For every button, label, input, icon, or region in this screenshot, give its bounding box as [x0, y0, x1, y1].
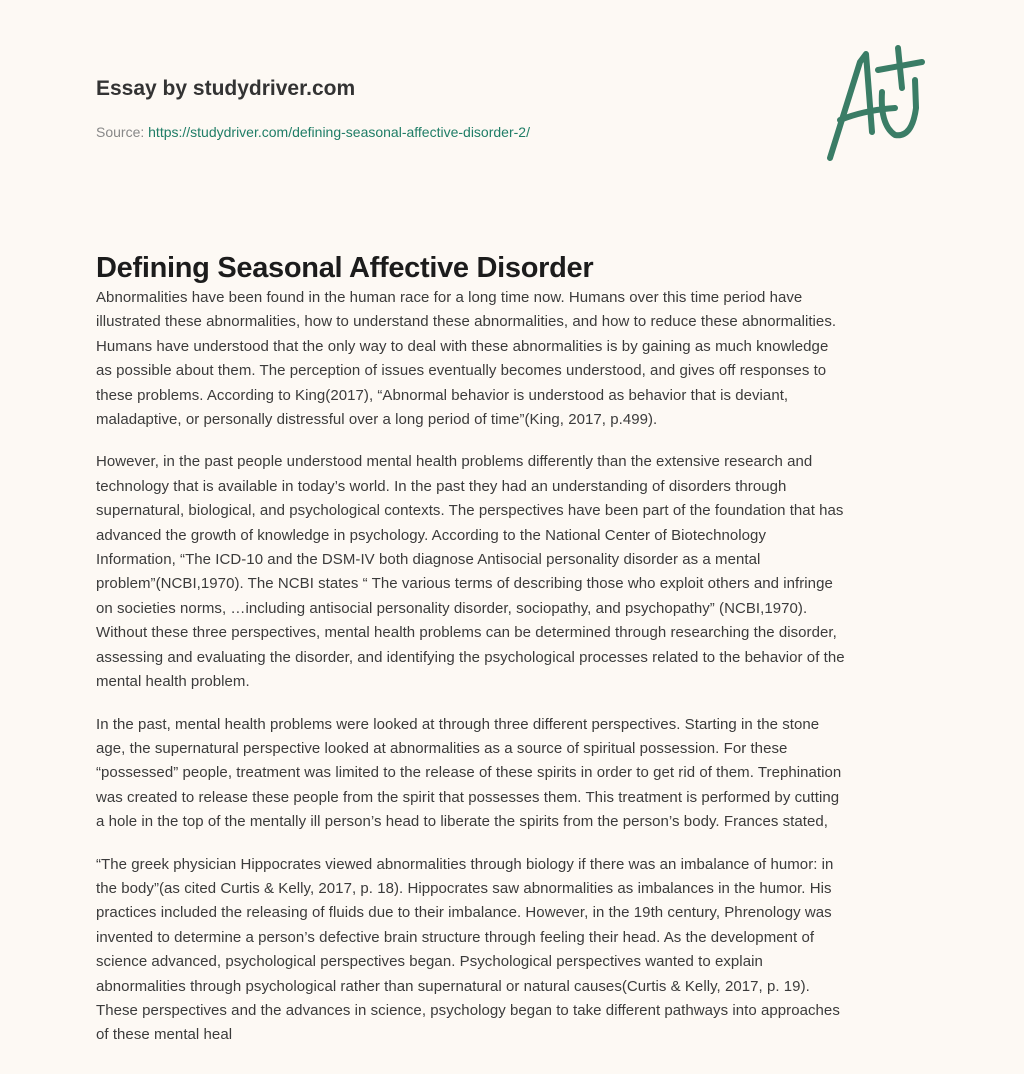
paragraph-line: Information, “The ICD-10 and the DSM-IV both diagnose Antisocial personality disorder as a mental — [96, 551, 761, 569]
paragraph-line: mental health problem. — [96, 673, 250, 691]
paragraph — [96, 853, 936, 1048]
paragraph-line: Humans have understood that the only way to deal with these abnormalities is by gaining as much knowledge — [96, 337, 829, 355]
source-label: Source: — [96, 124, 145, 140]
paragraph — [96, 450, 936, 694]
paragraph — [96, 713, 936, 835]
paragraph-line: illustrated these abnormalities, how to understand these abnormalities, and how to reduce these abnormalities. — [96, 313, 837, 331]
paragraph-line: of these mental heal — [96, 1026, 233, 1044]
essay-body — [96, 286, 936, 1066]
paragraph-line: a hole in the top of the mentally ill person’s head to liberate the spirits from the person’s body. Frances stated, — [96, 813, 828, 831]
paragraph-line: science advanced, psychological perspectives began. Psychological perspectives wanted to explain — [96, 953, 763, 971]
paragraph-line: supernatural, biological, and psychological contexts. The perspectives have been part of the foundation that has — [96, 502, 844, 520]
source-link[interactable]: https://studydriver.com/defining-seasonal-affective-disorder-2/ — [148, 124, 530, 140]
paragraph-line: was created to release these people from the spirit that possesses them. This treatment is performed by cutting — [96, 788, 840, 806]
paragraph — [96, 286, 936, 432]
paragraph-line: assessing and evaluating the disorder, and identifying the psychological processes related to the behavior of the — [96, 648, 845, 666]
paragraph-line: age, the supernatural perspective looked at abnormalities as a source of spiritual possession. For these — [96, 739, 788, 757]
paragraph-line: In the past, mental health problems were looked at through three different perspectives. Starting in the stone — [96, 715, 820, 733]
paragraph-line: these problems. According to King(2017), “Abnormal behavior is understood as behavior that is deviant, — [96, 386, 789, 404]
paragraph-line: These perspectives and the advances in science, psychology began to take different pathways into approaches — [96, 1001, 840, 1019]
paragraph-line: as possible about them. The perception of issues eventually becomes understood, and gives off responses to — [96, 362, 827, 380]
essay-title: Defining Seasonal Affective Disorder — [96, 252, 594, 284]
paragraph-line: problem”(NCBI,1970). The NCBI states “ The various terms of describing those who exploit others and infringe — [96, 575, 833, 593]
paragraph-line: “The greek physician Hippocrates viewed abnormalities through biology if there was an imbalance of humor: in — [96, 855, 834, 873]
paragraph-line: advanced the growth of knowledge in psychology. According to the National Center of Biotechnology — [96, 526, 766, 544]
paragraph-line: practices included the releasing of fluids due to their imbalance. However, in the 19th century, Phrenology was — [96, 904, 832, 922]
paragraph-line: maladaptive, or personally distressful over a long period of time”(King, 2017, p.499). — [96, 411, 658, 429]
paragraph-line: invented to determine a person’s defective brain structure through feeling their head. As the development of — [96, 928, 815, 946]
source-line — [96, 124, 530, 140]
paragraph-line: abnormalities through psychological rather than supernatural or natural causes(Curtis & Kelly, 2017, p. 19). — [96, 977, 810, 995]
a-plus-logo-icon — [820, 40, 930, 165]
paragraph-line: However, in the past people understood mental health problems differently than the extensive research and — [96, 453, 813, 471]
paragraph-line: technology that is available in today’s world. In the past they had an understanding of disorders through — [96, 477, 787, 495]
paragraph-line: the body”(as cited Curtis & Kelly, 2017, p. 18). Hippocrates saw abnormalities as imbalances in the humor. His — [96, 879, 832, 897]
paragraph-line: Without these three perspectives, mental health problems can be determined through researching the disorder, — [96, 624, 837, 642]
paragraph-line: on societies norms, …including antisocial personality disorder, sociopathy, and psychopathy” (NCBI,1970). — [96, 599, 808, 617]
paragraph-line: Abnormalities have been found in the human race for a long time now. Humans over this time period have — [96, 289, 803, 306]
site-title: Essay by studydriver.com — [96, 77, 356, 100]
paragraph-line: “possessed” people, treatment was limited to the release of these spirits in order to get rid of them. Trephination — [96, 764, 842, 782]
